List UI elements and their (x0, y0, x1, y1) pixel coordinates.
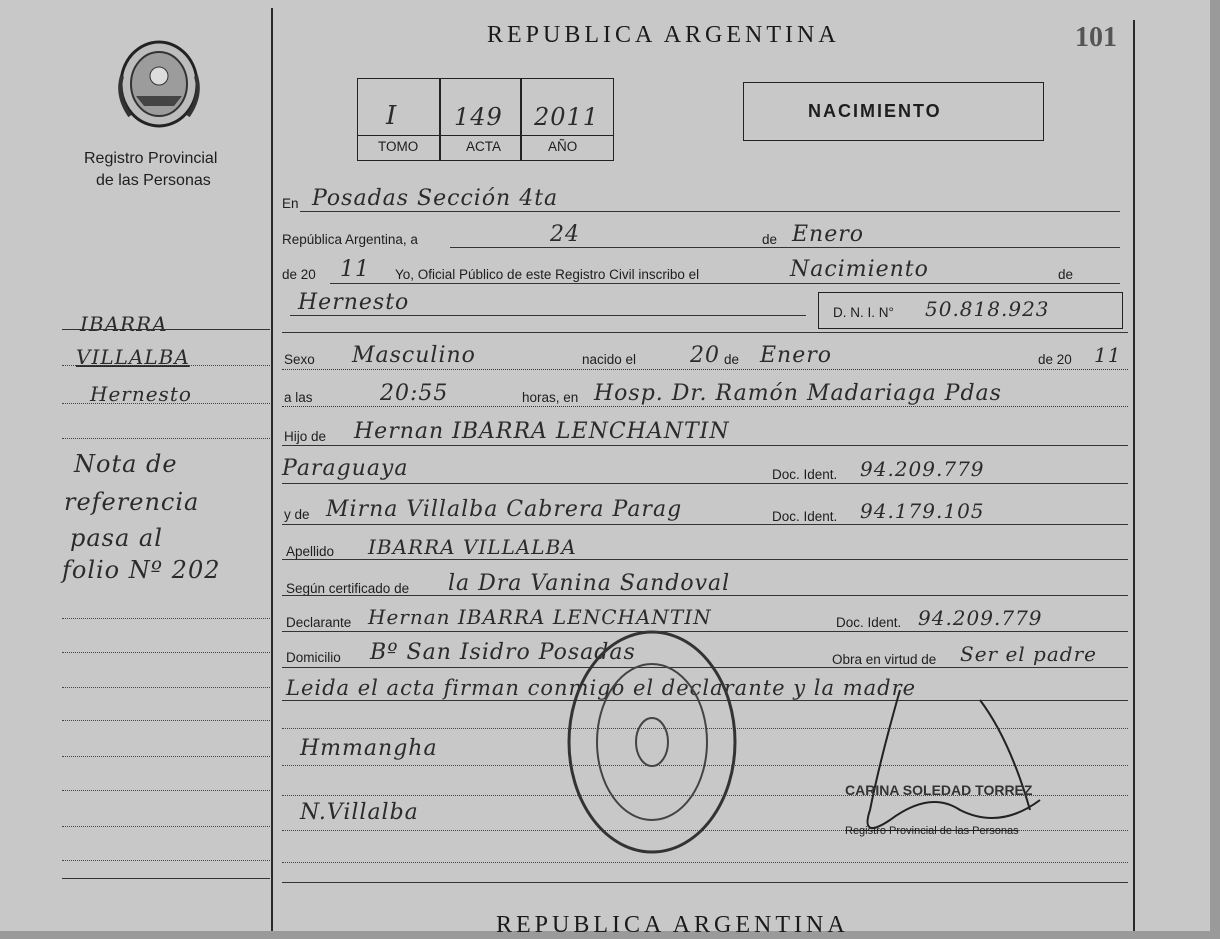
label-en: En (282, 196, 299, 211)
dni-box (818, 292, 1123, 329)
label-segun: Según certificado de (286, 581, 410, 596)
hw-madre-doc: 94.179.105 (860, 499, 985, 523)
label-dni: D. N. I. N° (833, 305, 894, 320)
record-type: NACIMIENTO (808, 101, 942, 121)
official-title: Registro Provincial de las Personas (845, 825, 1019, 837)
hw-padre-nac: Paraguaya (282, 456, 409, 481)
hw-anio: 11 (340, 257, 370, 282)
country-heading: REPUBLICA ARGENTINA (487, 22, 840, 48)
hw-lugar-nac: Hosp. Dr. Ramón Madariaga Pdas (594, 381, 1002, 406)
label-doc3: Doc. Ident. (836, 615, 902, 630)
hw-padre-doc: 94.209.779 (860, 457, 985, 481)
margin-apellido2: VILLALBA (76, 345, 190, 369)
registry-name-line2: de las Personas (96, 172, 211, 189)
label-de2: de (1058, 267, 1074, 282)
label-declarante: Declarante (286, 615, 352, 630)
acta-label: ACTA (466, 139, 502, 154)
label-doc2: Doc. Ident. (772, 509, 838, 524)
hw-dia: 24 (550, 222, 580, 247)
hw-nac-anio: 11 (1094, 343, 1122, 367)
anio-label: AÑO (548, 139, 578, 154)
margin-note-3: pasa al (70, 524, 163, 552)
signature-mother: N.Villalba (300, 800, 419, 825)
hw-acto: Nacimiento (790, 257, 929, 282)
label-alas: a las (284, 390, 313, 405)
margin-apellido1: IBARRA (80, 312, 168, 336)
hw-sexo: Masculino (352, 343, 476, 368)
hw-certificado: la Dra Vanina Sandoval (448, 571, 731, 596)
margin-note-4: folio Nº 202 (62, 556, 221, 584)
label-hijo: Hijo de (284, 429, 327, 444)
hw-apellido: IBARRA VILLALBA (368, 535, 577, 559)
hw-hora: 20:55 (380, 381, 449, 406)
label-doc1: Doc. Ident. (772, 467, 838, 482)
page-number: 101 (1075, 22, 1117, 53)
record-type-box (743, 82, 1044, 141)
hw-nombre: Hernesto (298, 290, 410, 315)
label-domicilio: Domicilio (286, 650, 341, 665)
signature-father: Hmmangha (300, 736, 438, 761)
label-de20: de 20 (282, 267, 316, 282)
right-border (1133, 20, 1135, 931)
hw-decl-doc: 94.209.779 (918, 606, 1043, 630)
tomo-value: I (386, 101, 398, 131)
hw-obra: Ser el padre (960, 642, 1097, 666)
label-de3: de (724, 352, 740, 367)
label-obra: Obra en virtud de (832, 652, 937, 667)
record-number-box (357, 78, 614, 161)
label-oficial: Yo, Oficial Público de este Registro Civil inscribo el (395, 267, 700, 282)
margin-name: Hernesto (90, 382, 192, 406)
hw-madre: Mirna Villalba Cabrera Parag (326, 497, 683, 522)
official-stamp-icon (565, 628, 740, 856)
margin-note-1: Nota de (74, 450, 178, 478)
hw-nac-dia: 20 (690, 343, 720, 368)
hw-declarante: Hernan IBARRA LENCHANTIN (368, 605, 712, 629)
tomo-label: TOMO (378, 139, 419, 154)
province-seal-icon (112, 36, 206, 132)
label-apellido: Apellido (286, 544, 335, 559)
hw-leida: Leida el acta firman conmigo el declarante y la madre (286, 676, 917, 700)
hw-domicilio: Bº San Isidro Posadas (370, 640, 636, 665)
hw-mes: Enero (792, 222, 865, 247)
label-de201: de 20 (1038, 352, 1072, 367)
margin-note-2: referencia (64, 488, 200, 516)
label-de: de (762, 232, 778, 247)
footer-country: REPUBLICA ARGENTINA (496, 912, 849, 938)
margin-divider (271, 8, 273, 931)
label-republica: República Argentina, a (282, 232, 418, 247)
hw-dni: 50.818.923 (925, 297, 1050, 321)
acta-value: 149 (454, 103, 503, 131)
label-horas: horas, en (522, 390, 579, 405)
label-yde: y de (284, 507, 310, 522)
label-sexo: Sexo (284, 352, 315, 367)
hw-lugar: Posadas Sección 4ta (312, 186, 559, 211)
anio-value: 2011 (534, 103, 600, 131)
label-nacido: nacido el (582, 352, 637, 367)
hw-padre: Hernan IBARRA LENCHANTIN (354, 419, 730, 444)
registry-name-line1: Registro Provincial (84, 150, 218, 167)
hw-nac-mes: Enero (760, 343, 833, 368)
official-name: CARINA SOLEDAD TORREZ (845, 782, 1033, 798)
